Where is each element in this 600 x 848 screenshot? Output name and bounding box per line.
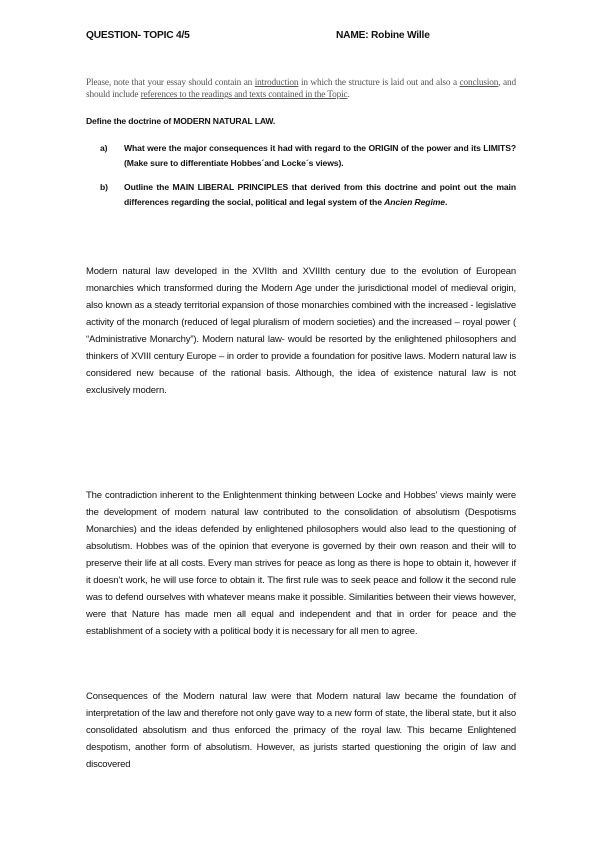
question-text: Outline the MAIN LIBERAL PRINCIPLES that derived from this doctrine and point out the main differences regarding the social, political and legal system of the: [124, 182, 516, 207]
introduction-emphasis: introduction: [254, 78, 299, 88]
essay-paragraph-3: Consequences of the Modern natural law were that Modern natural law became the foundation of interpretation of the law and therefore not only gave way to a new form of state, the liberal state, but it also consolidated absolutism and thus enforced the primacy of the royal law. This became Enlightened despotism, another form of absolutism. However, as jurists started questioning the origin of law and discovered: [86, 691, 516, 770]
question-b: [100, 180, 516, 209]
ancien-regime-italic: Ancien Regime: [384, 196, 445, 207]
conclusion-emphasis: conclusion: [459, 78, 499, 88]
instruction-note: [86, 77, 516, 101]
note-text: .: [347, 90, 350, 101]
note-text: in which the structure is laid out and also a: [298, 78, 460, 88]
essay-paragraph-2: The contradiction inherent to the Enlightenment thinking between Locke and Hobbes’ views mainly were the development of modern natural law contributed to the consolidation of absolutism (Despotisms Monarchies) and the ideas defended by enlightened philosophers would also lead to the questioning of absolutism. Hobbes was of the opinion that everyone is governed by their own reason and their will to preserve their life at all costs. Every man strives for peace as long as there is hope to obtain it, however if it doesn’t work, he will use force to obtain it. The first rule was to seek peace and follow it the second rule was to defend ourselves with whatever means make it possible. Similarities between their views however, were that Nature has made men all equal and independent and that in order for peace and the establishment of a society with a political body it is necessary for all men to agree.: [86, 490, 516, 637]
question-end: .: [444, 196, 448, 207]
references-emphasis: references to the readings and texts contained in the Topic: [140, 90, 348, 101]
question-topic-label: QUESTION- TOPIC 4/5: [86, 30, 190, 41]
note-text: , and should include: [86, 78, 516, 101]
question-text-wrapper: [124, 180, 516, 209]
student-name-label: NAME: Robine Wille: [336, 30, 430, 41]
page-header: [86, 30, 526, 46]
question-a: [100, 141, 516, 170]
question-text: What were the major consequences it had with regard to the ORIGIN of the power and its LIMITS? (Make sure to differentiate Hobbes´and Locke´s views).: [124, 143, 516, 168]
essay-paragraph-1: Modern natural law developed in the XVIIth and XVIIIth century due to the evolution of European monarchies which transformed during the Modern Age under the jurisdictional model of medieval origin, also known as a steady territorial expansion of those monarchies combined with the increased - legislative activity of the monarch (reduced of legal pluralism of modern societies) and the increased – royal power ( “Administrative Monarchy”). Modern natural law- would be resorted by the enlightened philosophers and thinkers of XVIII century Europe – in order to provide a foundation for positive laws. Modern natural law is considered new because of the rational basis. Although, the idea of existence natural law is not exclusively modern.: [86, 266, 516, 396]
list-marker: a): [100, 143, 108, 153]
prompt-heading: Define the doctrine of MODERN NATURAL LAW.: [86, 116, 276, 126]
note-text: Please, note that your essay should contain an: [86, 78, 255, 88]
list-marker: b): [100, 182, 108, 192]
